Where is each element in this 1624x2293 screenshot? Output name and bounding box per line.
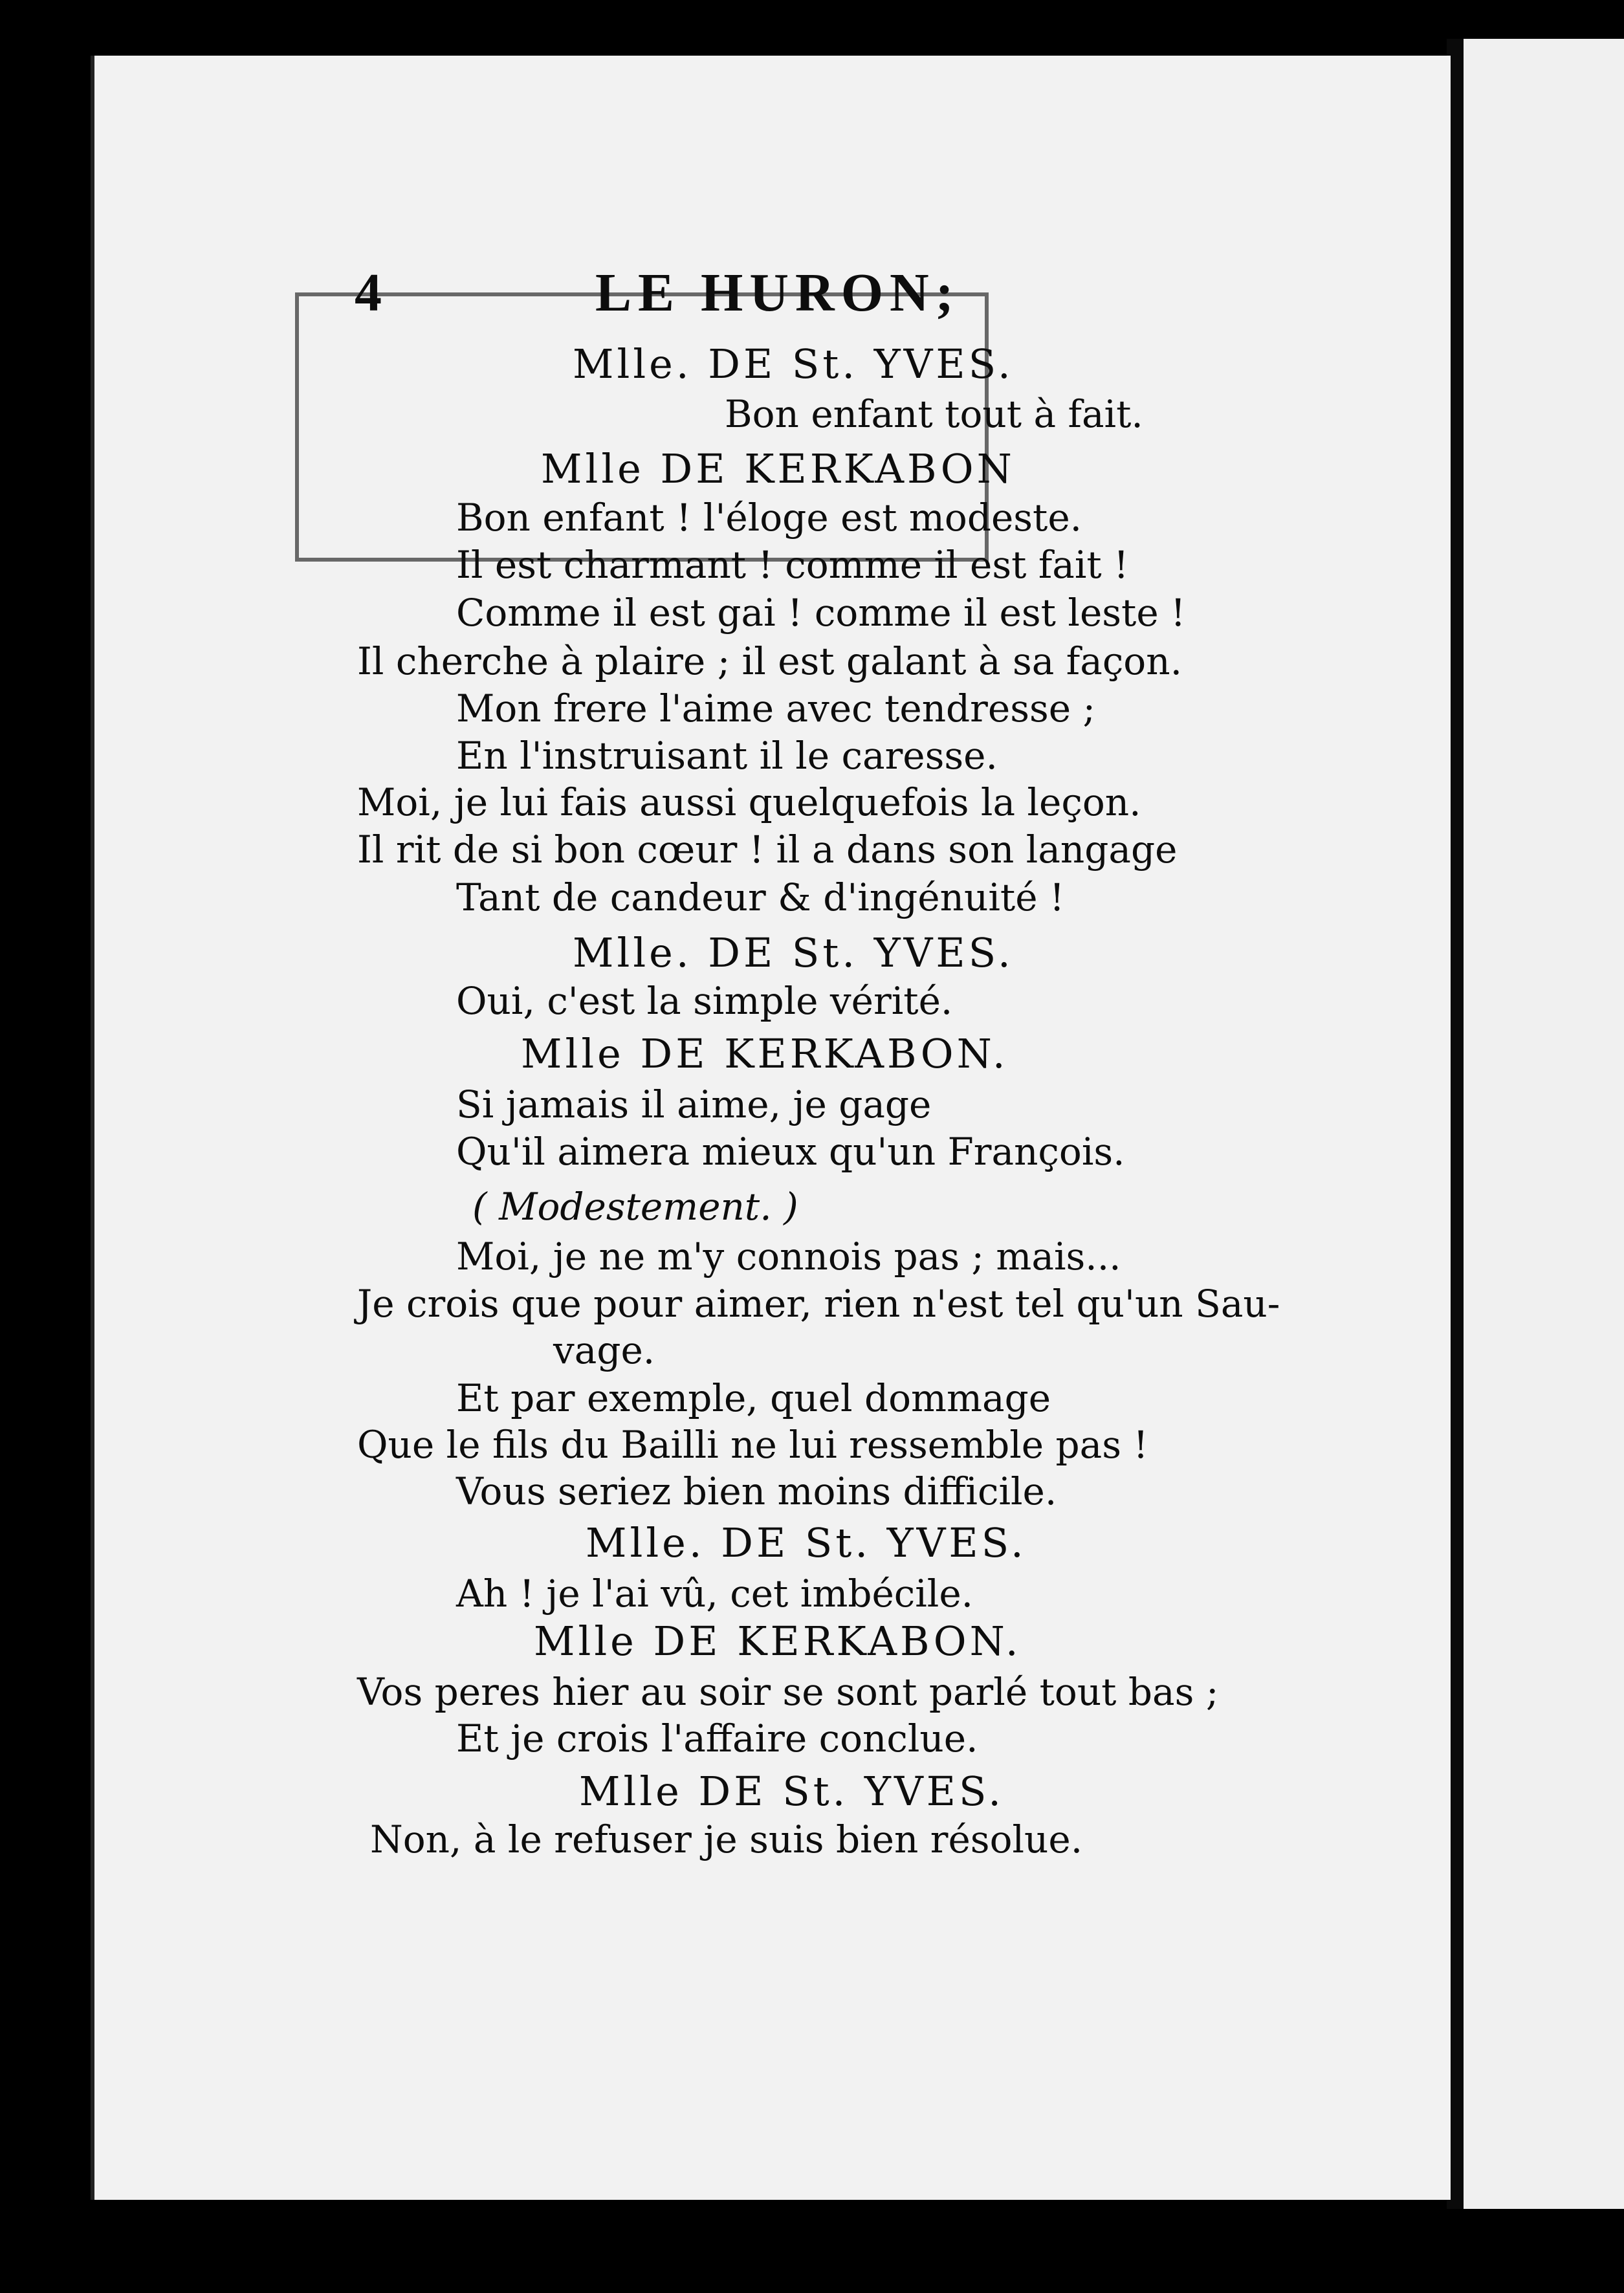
- verse-line: vage.: [553, 1328, 655, 1372]
- verse-line: Vos peres hier au soir se sont parlé tout bas ;: [357, 1670, 1219, 1714]
- speaker-line: Mlle DE KERKABON.: [534, 1618, 1022, 1665]
- stage-direction: ( Modestement. ): [472, 1185, 798, 1229]
- verse-line: Il rit de si bon cœur ! il a dans son langage: [357, 828, 1178, 872]
- verse-line: Moi, je ne m'y connois pas ; mais...: [456, 1234, 1121, 1278]
- verse-line: Comme il est gai ! comme il est leste !: [456, 591, 1186, 635]
- verse-line: Et par exemple, quel dommage: [456, 1376, 1051, 1420]
- verse-line: Il cherche à plaire ; il est galant à sa façon.: [357, 639, 1183, 683]
- verse-line: Non, à le refuser je suis bien résolue.: [370, 1817, 1083, 1861]
- verse-line: Bon enfant tout à fait.: [725, 392, 1143, 436]
- running-head: LE HURON;: [595, 263, 960, 323]
- speaker-line: Mlle DE St. YVES.: [579, 1768, 1004, 1815]
- verse-line: Moi, je lui fais aussi quelquefois la leçon.: [357, 780, 1141, 824]
- verse-line: Mon frere l'aime avec tendresse ;: [456, 686, 1096, 730]
- verse-line: Vous seriez bien moins difficile.: [456, 1469, 1057, 1513]
- page-number: 4: [355, 263, 388, 323]
- verse-line: En l'instruisant il le caresse.: [456, 734, 998, 778]
- verse-line: Que le fils du Bailli ne lui ressemble pas !: [357, 1423, 1148, 1467]
- speaker-line: Mlle DE KERKABON: [541, 445, 1015, 492]
- verse-line: Bon enfant ! l'éloge est modeste.: [456, 496, 1082, 540]
- verse-line: Qu'il aimera mieux qu'un François.: [456, 1130, 1125, 1174]
- verse-line: Ah ! je l'ai vû, cet imbécile.: [456, 1572, 974, 1616]
- verse-line: Oui, c'est la simple vérité.: [456, 979, 953, 1023]
- verse-line: Tant de candeur & d'ingénuité !: [456, 875, 1065, 919]
- verse-line: Et je crois l'affaire conclue.: [456, 1717, 978, 1761]
- speaker-line: Mlle DE KERKABON.: [521, 1030, 1009, 1077]
- verse-line: Si jamais il aime, je gage: [456, 1082, 932, 1126]
- speaker-line: Mlle. DE St. YVES.: [586, 1519, 1027, 1566]
- speaker-line: Mlle. DE St. YVES.: [573, 929, 1014, 976]
- verse-line: Je crois que pour aimer, rien n'est tel qu'un Sau-: [357, 1282, 1280, 1326]
- verse-line: Il est charmant ! comme il est fait !: [456, 543, 1129, 587]
- speaker-line: Mlle. DE St. YVES.: [573, 340, 1014, 388]
